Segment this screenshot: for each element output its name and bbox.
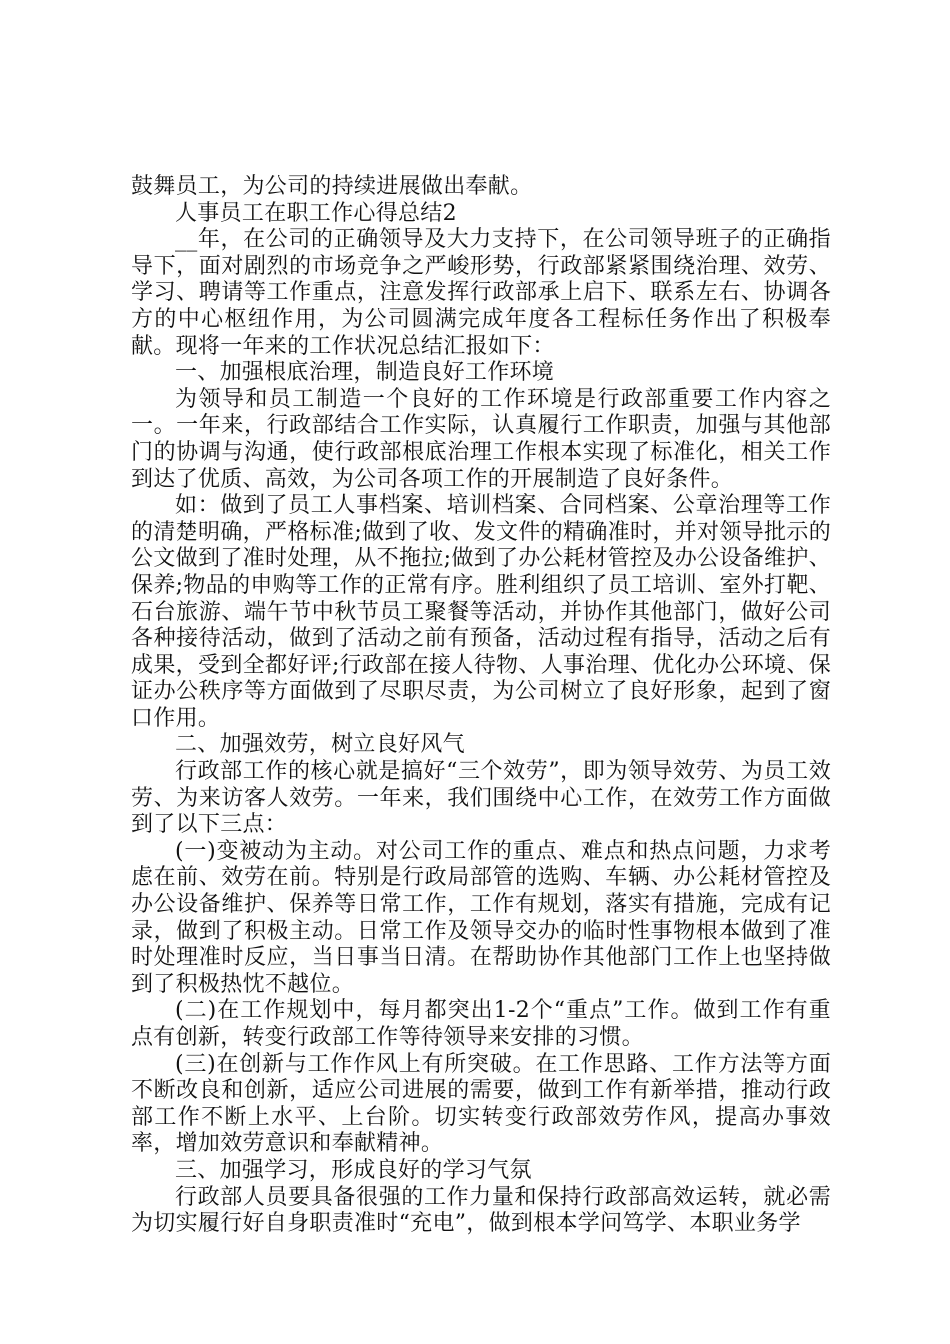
section-heading-3: 三、加强学习，形成良好的学习气氛 [175,1157,532,1183]
paragraph-point-1: (一)变被动为主动。对公司工作的重点、难点和热点问题，力求考虑在前、效劳在前。特别是行政局部管的选购、车辆、办公耗材管控及办公设备维护、保养等日常工作，工作有规划，落实有措施，完成有记录，做到了积极主动。日常工作及领导交办的临时性事物根本做到了准时处理准时反应，当日事当日清。在帮助协作其他部门工作上也坚持做到了积极热忱不越位。 [131,838,831,997]
paragraph-continuation: 鼓舞员工，为公司的持续进展做出奉献。 [131,174,533,199]
paragraph-point-2: (二)在工作规划中，每月都突出1-2个“重点”工作。做到工作有重点有创新，转变行政部工作等待领导来安排的习惯。 [131,998,831,1050]
paragraph-intro: __年，在公司的正确领导及大力支持下，在公司领导班子的正确指导下，面对剧烈的市场竞争之严峻形势，行政部紧紧围绕治理、效劳、学习、聘请等工作重点，注意发挥行政部承上启下、联系左右、协调各方的中心枢纽作用，为公司圆满完成年度各工程标任务作出了积极奉献。现将一年来的工作状况总结汇报如下： [131,227,831,359]
paragraph-section-2: 行政部工作的核心就是搞好“三个效劳”，即为领导效劳、为员工效劳、为来访客人效劳。一年来，我们围绕中心工作，在效劳工作方面做到了以下三点： [131,759,831,838]
document-body [131,174,831,1238]
paragraph-point-3: (三)在创新与工作作风上有所突破。在工作思路、工作方法等方面不断改良和创新，适应公司进展的需要，做到工作有新举措，推动行政部工作不断上水平、上台阶。切实转变行政部效劳作风，提高办事效率，增加效劳意识和奉献精神。 [131,1051,831,1157]
section-heading-2: 二、加强效劳，树立良好风气 [175,732,465,758]
paragraph-section-3: 行政部人员要具备很强的工作力量和保持行政部高效运转，就必需为切实履行好自身职责准时“充电”，做到根本学问笃学、本职业务学 [131,1184,831,1237]
paragraph-section-1: 为领导和员工制造一个良好的工作环境是行政部重要工作内容之一。一年来，行政部结合工作实际，认真履行工作职责，加强与其他部门的协调与沟通，使行政部根底治理工作根本实现了标准化，相关工作到达了优质、高效，为公司各项工作的开展制造了良好条件。 [131,386,831,492]
section-heading-1: 一、加强根底治理，制造良好工作环境 [175,360,555,386]
document-title: 人事员工在职工作心得总结2 [175,200,457,226]
paragraph-section-1-examples: 如：做到了员工人事档案、培训档案、合同档案、公章治理等工作的清楚明确，严格标准;做到了收、发文件的精确准时，并对领导批示的公文做到了准时处理，从不拖拉;做到了办公耗材管控及办公设备维护、保养;物品的申购等工作的正常有序。胜利组织了员工培训、室外打靶、石台旅游、端午节中秋节员工聚餐等活动，并协作其他部门，做好公司各种接待活动，做到了活动之前有预备，活动过程有指导，活动之后有成果，受到全都好评;行政部在接人待物、人事治理、优化办公环境、保证办公秩序等方面做到了尽职尽责，为公司树立了良好形象，起到了窗口作用。 [131,493,831,731]
